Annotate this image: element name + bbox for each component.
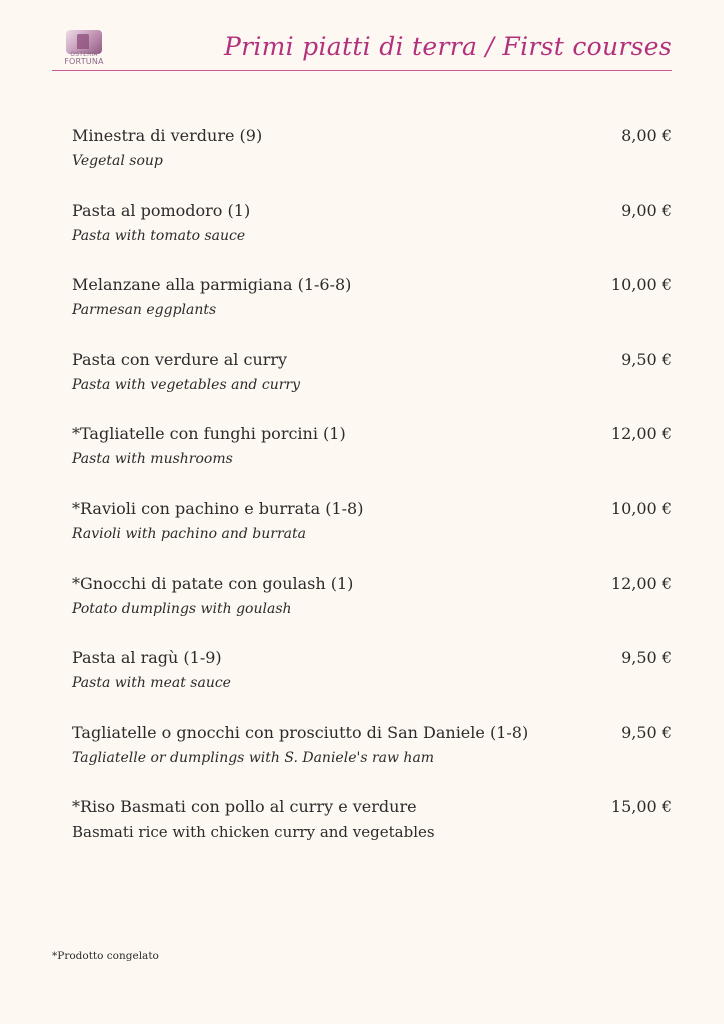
dish-price: 10,00 € bbox=[610, 275, 672, 295]
dish-price: 8,00 € bbox=[621, 126, 672, 145]
header-divider bbox=[52, 70, 672, 71]
menu-item bbox=[72, 424, 672, 499]
dish-name: *Ravioli con pachino e burrata (1-8) bbox=[72, 498, 364, 518]
page-title: Primi piatti di terra / First courses bbox=[223, 32, 672, 61]
menu-item bbox=[72, 797, 672, 872]
menu-item bbox=[72, 275, 672, 350]
dish-translation: Tagliatelle or dumplings with S. Daniele's raw ham bbox=[72, 749, 435, 766]
dish-price: 10,00 € bbox=[610, 498, 672, 518]
dish-translation: Pasta with meat sauce bbox=[72, 675, 231, 692]
menu-item bbox=[72, 574, 672, 649]
dish-price: 15,00 € bbox=[610, 797, 672, 817]
dish-price: 9,50 € bbox=[621, 648, 672, 668]
frozen-product-footnote: *Prodotto congelato bbox=[52, 950, 159, 962]
logo-line-2: FORTUNA bbox=[64, 57, 104, 67]
page-header bbox=[52, 28, 672, 72]
menu-item bbox=[72, 350, 672, 425]
dish-name: Pasta al pomodoro (1) bbox=[72, 200, 251, 220]
menu-list bbox=[72, 126, 672, 872]
dish-translation: Pasta with vegetables and curry bbox=[72, 376, 300, 393]
menu-item bbox=[72, 723, 672, 798]
dish-translation: Pasta with tomato sauce bbox=[72, 227, 246, 244]
menu-item bbox=[72, 126, 672, 201]
dish-translation: Ravioli with pachino and burrata bbox=[72, 525, 306, 542]
dish-name: Pasta al ragù (1-9) bbox=[72, 648, 222, 668]
dish-translation: Basmati rice with chicken curry and vegetables bbox=[72, 823, 435, 842]
dish-name: Melanzane alla parmigiana (1-6-8) bbox=[72, 275, 352, 295]
menu-item bbox=[72, 648, 672, 723]
dish-price: 9,50 € bbox=[621, 722, 672, 742]
logo-line-1: OSTERIA bbox=[70, 51, 98, 58]
menu-item bbox=[72, 499, 672, 574]
menu-item bbox=[72, 201, 672, 276]
dish-translation: Pasta with mushrooms bbox=[72, 451, 233, 468]
restaurant-logo bbox=[52, 28, 116, 70]
dish-translation: Potato dumplings with goulash bbox=[72, 600, 292, 617]
dish-name: *Gnocchi di patate con goulash (1) bbox=[72, 573, 354, 593]
dish-price: 9,50 € bbox=[621, 349, 672, 369]
dish-name: *Riso Basmati con pollo al curry e verdure bbox=[72, 797, 417, 817]
dish-price: 9,00 € bbox=[621, 200, 672, 220]
dish-price: 12,00 € bbox=[610, 424, 672, 444]
dish-name: *Tagliatelle con funghi porcini (1) bbox=[72, 424, 346, 444]
dish-name: Tagliatelle o gnocchi con prosciutto di San Daniele (1-8) bbox=[72, 722, 529, 742]
dish-name: Minestra di verdure (9) bbox=[72, 126, 263, 145]
dish-translation: Parmesan eggplants bbox=[72, 302, 217, 319]
logo-text bbox=[52, 52, 116, 67]
dish-name: Pasta con verdure al curry bbox=[72, 349, 288, 369]
dish-price: 12,00 € bbox=[610, 573, 672, 593]
dish-translation: Vegetal soup bbox=[72, 153, 163, 169]
